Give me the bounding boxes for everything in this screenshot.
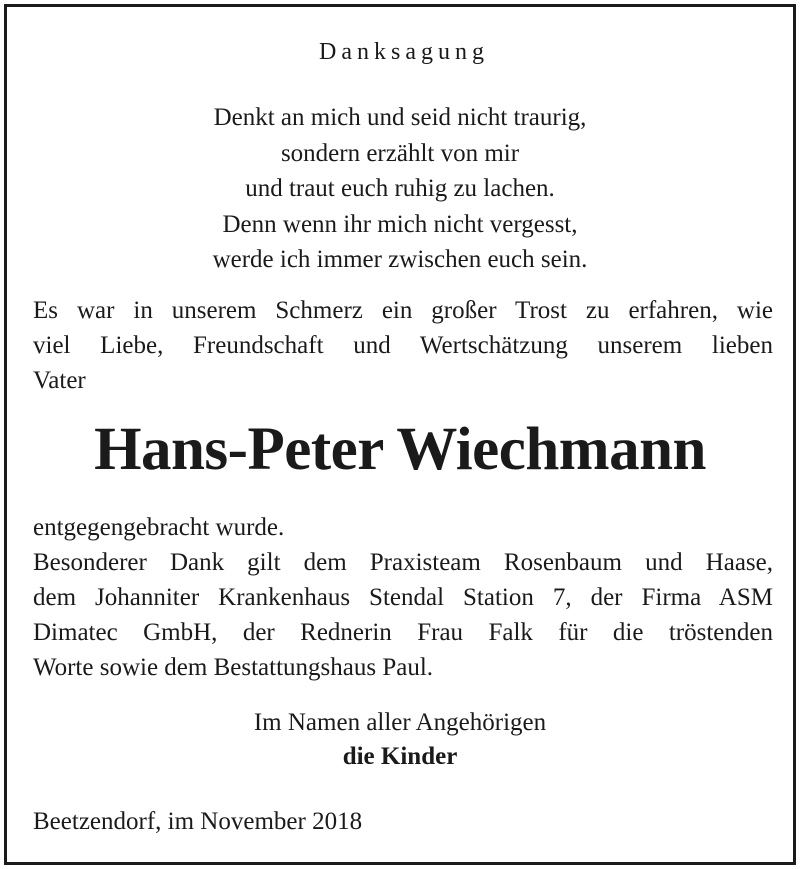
signature-signers: die Kinder xyxy=(342,743,458,770)
poem-line: und traut euch ruhig zu lachen. xyxy=(245,175,555,202)
thanks-line: Besonderer Dank gilt dem Praxisteam Rosenbaum und Haase, xyxy=(33,549,773,576)
intro-paragraph xyxy=(33,293,773,398)
intro-line: viel Liebe, Freundschaft und Wertschätzung unserem lieben xyxy=(33,332,773,359)
poem-line: Denn wenn ihr mich nicht vergesst, xyxy=(222,210,578,238)
intro-line: Vater xyxy=(33,367,86,394)
signature-block xyxy=(7,706,793,774)
signature-line: Im Namen aller Angehörigen xyxy=(253,709,547,736)
notice-frame xyxy=(4,4,796,865)
notice-heading: Danksagung xyxy=(319,39,489,65)
poem-line: sondern erzählt von mir xyxy=(280,139,520,167)
intro-line: Es war in unserem Schmerz ein großer Trost zu erfahren, wie xyxy=(33,297,773,324)
poem-line: Denkt an mich und seid nicht traurig, xyxy=(213,104,587,131)
thanks-line: entgegengebracht wurde. xyxy=(33,514,285,541)
thanks-paragraph xyxy=(33,510,773,685)
thanks-line: dem Johanniter Krankenhaus Stendal Station 7, der Firma ASM xyxy=(33,584,773,611)
poem-line: werde ich immer zwischen euch sein. xyxy=(212,246,588,273)
thanks-line: Worte sowie dem Bestattungshaus Paul. xyxy=(33,654,434,681)
place-date: Beetzendorf, im November 2018 xyxy=(33,808,363,835)
deceased-name: Hans-Peter Wiechmann xyxy=(94,416,706,483)
poem xyxy=(7,100,793,278)
thanks-line: Dimatec GmbH, der Rednerin Frau Falk für die tröstenden xyxy=(33,619,773,646)
